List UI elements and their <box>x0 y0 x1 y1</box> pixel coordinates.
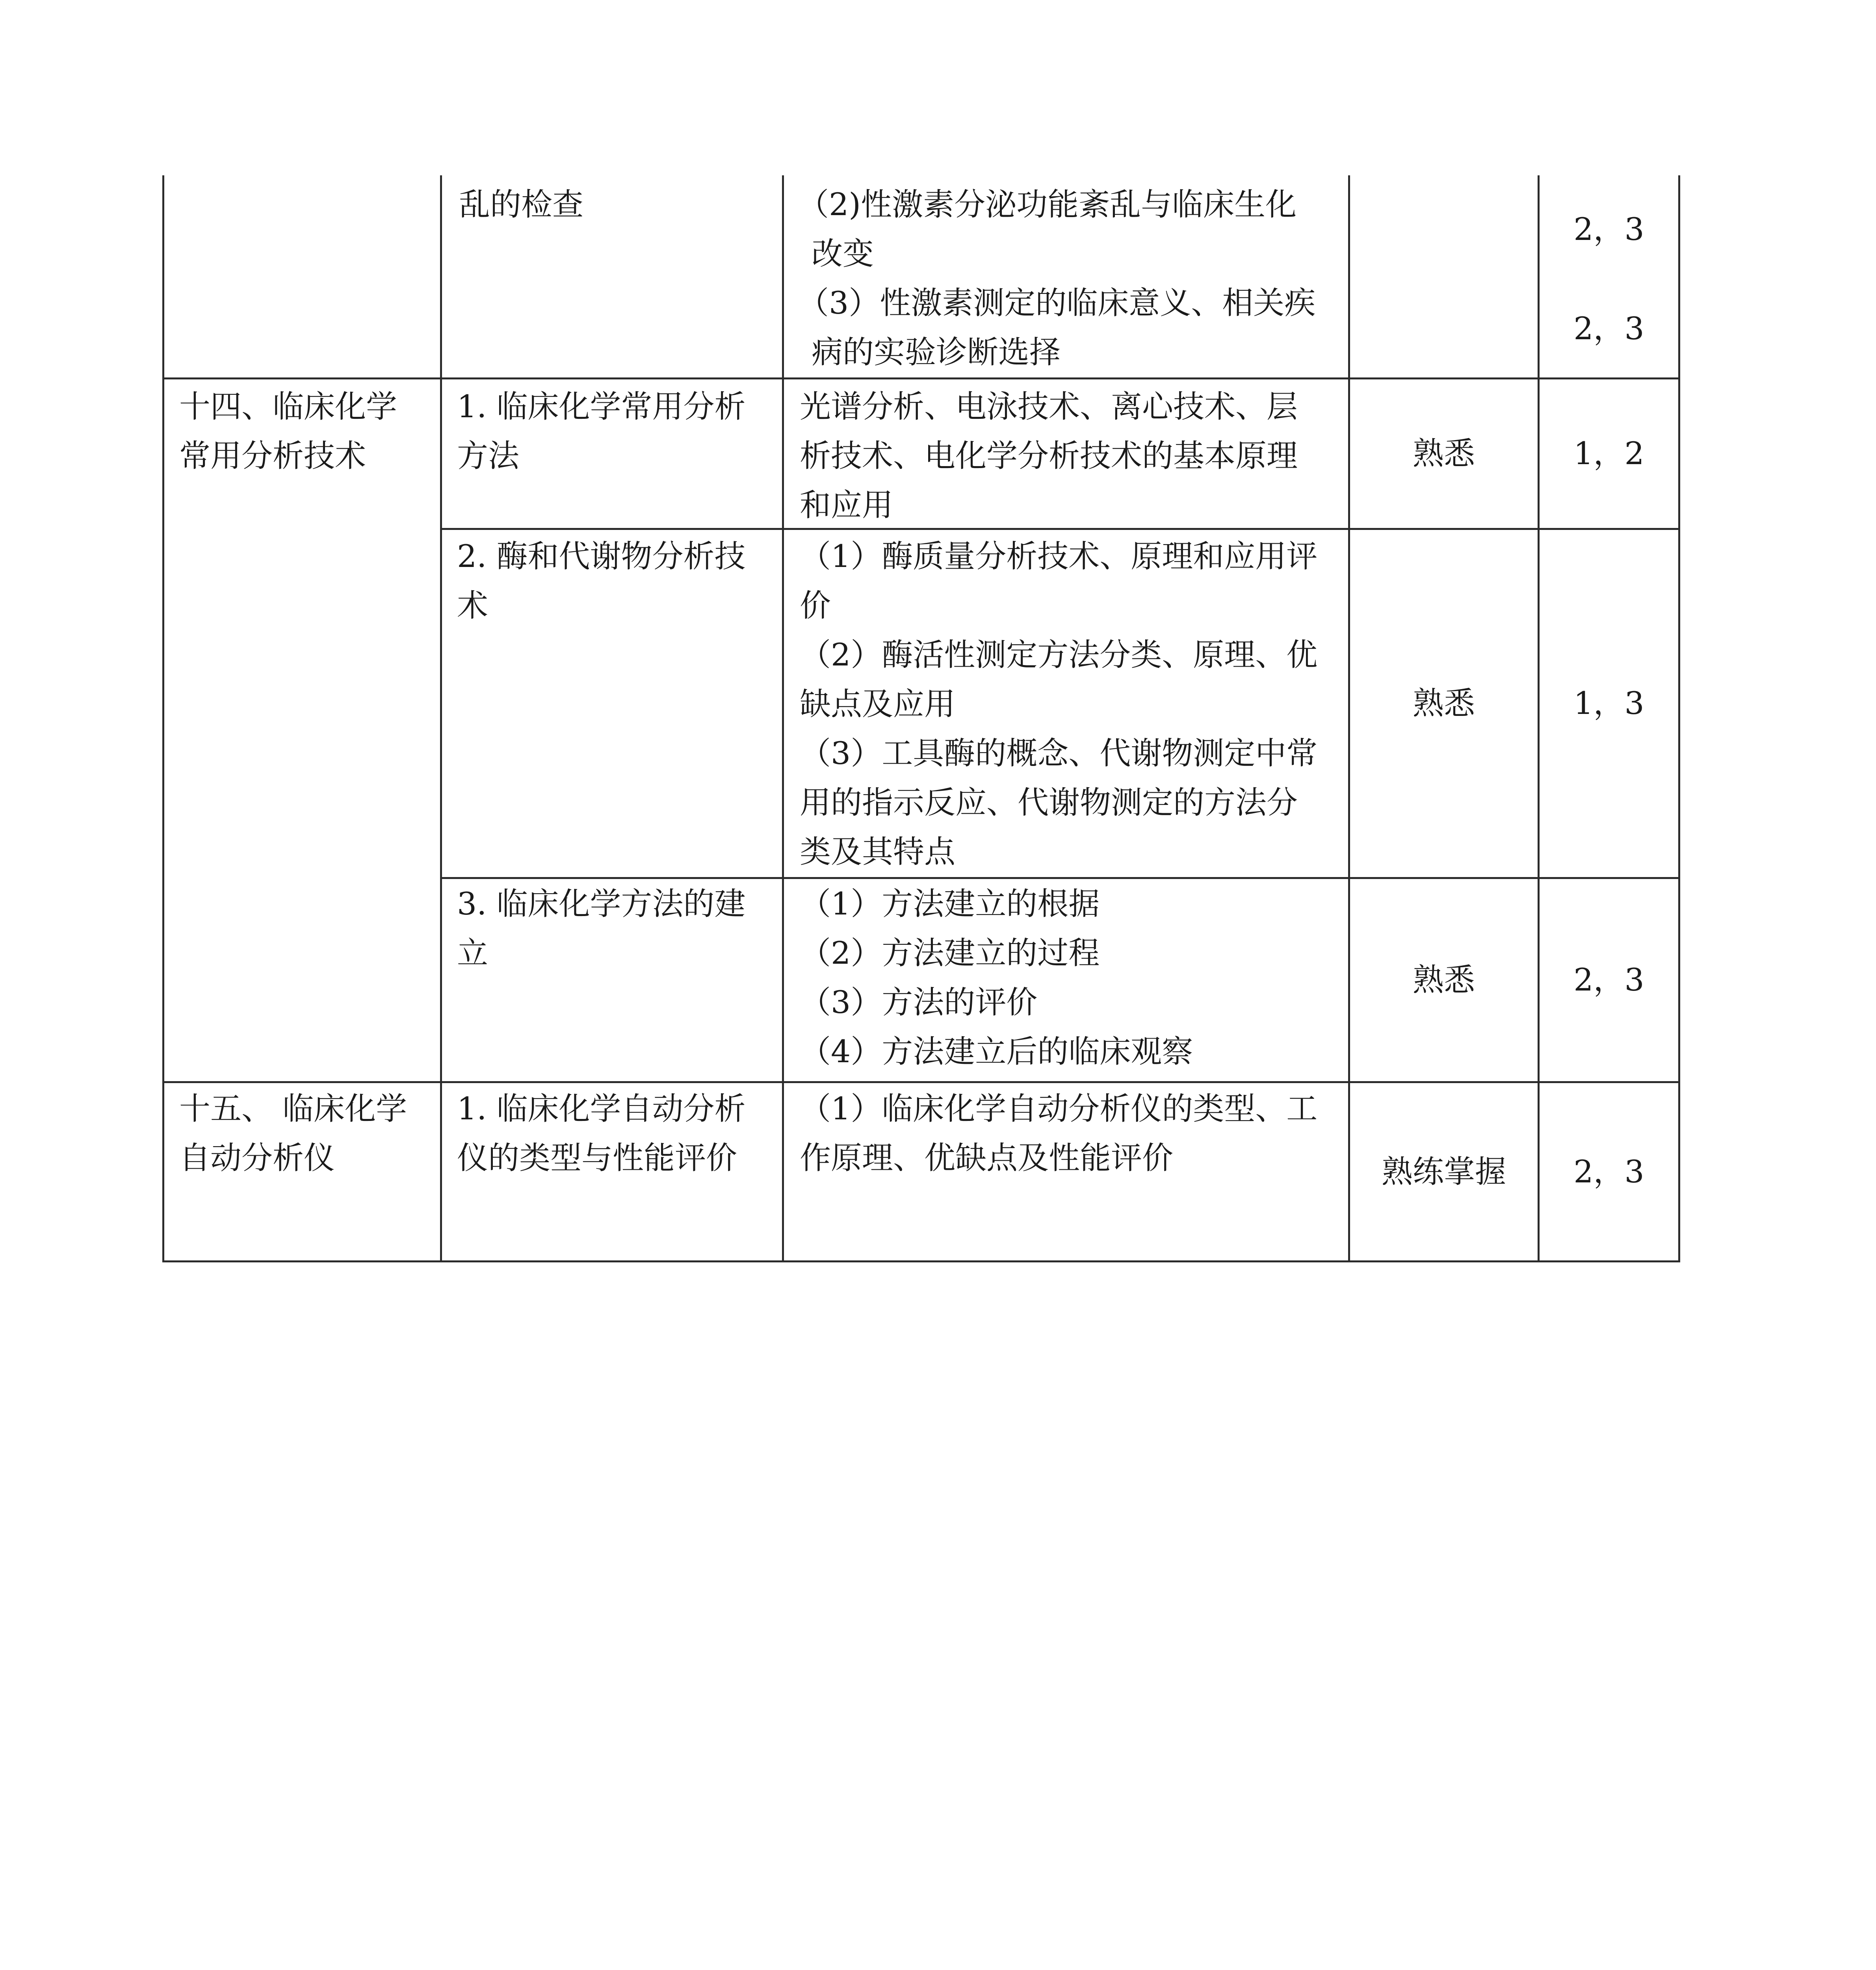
section-cell: 十四、临床化学 常用分析技术 <box>179 388 397 474</box>
item-cell: 3. 临床化学方法的建 立 <box>457 886 746 971</box>
level-cell: 1，3 <box>1573 685 1644 721</box>
requirement-cell: 熟悉 <box>1413 685 1475 721</box>
content-cell: （1）临床化学自动分析仪的类型、工 作原理、优缺点及性能评价 <box>800 1091 1318 1176</box>
item-cell: 乱的检查 <box>459 186 583 223</box>
table-border-right <box>1678 175 1680 1262</box>
level-cell: 2，3 <box>1573 211 1644 247</box>
section-cell: 十五、 临床化学 自动分析仪 <box>179 1091 407 1176</box>
item-cell: 2. 酶和代谢物分析技 术 <box>457 538 746 624</box>
level-cell: 2，3 <box>1573 1153 1644 1190</box>
level-cell: 1，2 <box>1573 435 1644 472</box>
level-cell: 2，3 <box>1573 962 1644 998</box>
table-border-bottom <box>162 1260 1680 1262</box>
content-cell: 光谱分析、电泳技术、离心技术、层 析技术、电化学分析技术的基本原理 和应用 <box>800 388 1298 523</box>
column-divider <box>782 175 784 1262</box>
item-cell: 1. 临床化学常用分析 方法 <box>457 388 746 474</box>
content-cell: （2)性激素分泌功能紊乱与临床生化 改变 （3）性激素测定的临床意义、相关疾 病的实验诊断选择 <box>798 186 1316 370</box>
content-cell: （1）方法建立的根据 （2）方法建立的过程 （3）方法的评价 （4）方法建立后的临床观察 <box>800 886 1193 1070</box>
requirement-cell: 熟悉 <box>1413 435 1475 472</box>
level-cell: 2，3 <box>1573 310 1644 347</box>
column-divider <box>440 175 442 1262</box>
requirement-cell: 熟悉 <box>1413 962 1475 998</box>
table-border-left <box>162 175 164 1262</box>
requirement-cell: 熟练掌握 <box>1382 1153 1506 1190</box>
item-cell: 1. 临床化学自动分析 仪的类型与性能评价 <box>457 1091 746 1176</box>
content-cell: （1）酶质量分析技术、原理和应用评 价 （2）酶活性测定方法分类、原理、优 缺点及应用 （3）工具酶的概念、代谢物测定中常 用的指示反应、代谢物测定的方法分 类及其特点 <box>800 538 1318 870</box>
